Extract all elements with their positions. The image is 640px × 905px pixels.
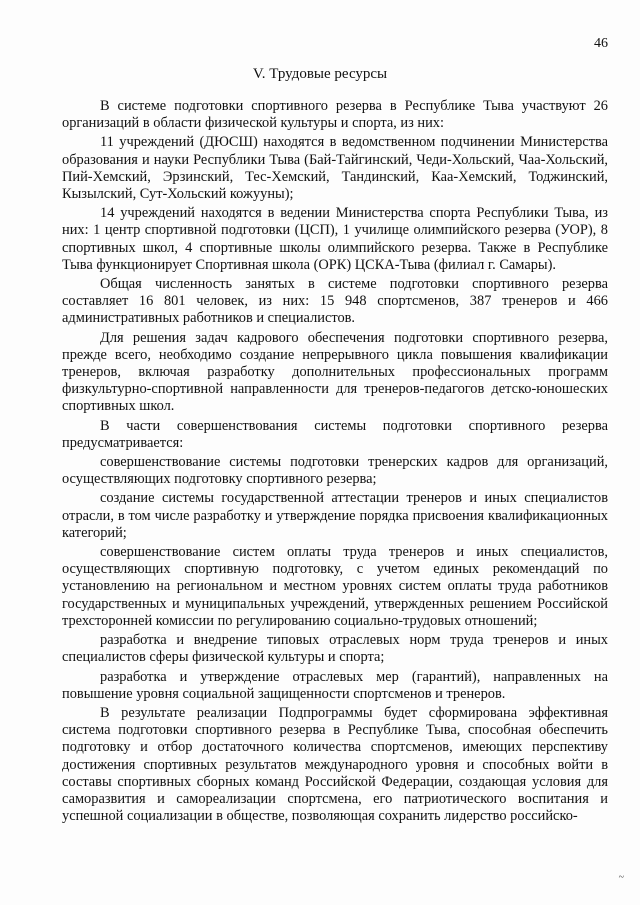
paragraph: В результате реализации Подпрограммы будет сформирована эффективная система подготовки спортивного резерва в Республике Тыва, способная обеспечить подготовку и отбор достаточного количества спортсменов, имеющих перспективу достижения спортивных результатов международного уровня и способных войти в составы спортивных сборных команд Российской Федерации, создающая условия для саморазвития и самореализации спортсмена, его патриотического воспитания и успешной социализации в обществе, позволяющая сохранить лидерство российско-: [62, 704, 608, 825]
paragraph: разработка и внедрение типовых отраслевых норм труда тренеров и иных специалистов сферы физической культуры и спорта;: [62, 632, 608, 666]
body-text: [62, 98, 608, 825]
paragraph: совершенствование систем оплаты труда тренеров и иных специалистов, осуществляющих спортивную подготовку, с учетом единых рекомендаций по установлению на региональном и местном уровнях систем оплаты труда работников государственных и муниципальных учреждений, утвержденных решением Российской трехсторонней комиссии по регулированию социально-трудовых отношений;: [62, 544, 608, 629]
paragraph: совершенствование системы подготовки тренерских кадров для организаций, осуществляющих подготовку спортивного резерва;: [62, 454, 608, 488]
page-number: 46: [594, 36, 608, 51]
section-title: V. Трудовые ресурсы: [252, 66, 388, 82]
paragraph: Общая численность занятых в системе подготовки спортивного резерва составляет 16 801 человек, из них: 15 948 спортсменов, 387 тренеров и 466 административных работников и специалистов.: [62, 276, 608, 327]
paragraph: В системе подготовки спортивного резерва в Республике Тыва участвуют 26 организаций в области физической культуры и спорта, из них:: [62, 98, 608, 132]
paragraph: разработка и утверждение отраслевых мер (гарантий), направленных на повышение уровня социальной защищенности спортсменов и тренеров.: [62, 668, 608, 702]
paragraph: Для решения задач кадрового обеспечения подготовки спортивного резерва, прежде всего, необходимо создание непрерывного цикла повышения квалификации тренеров, включая разработку дополнительных профессиональных программ физкультурно-спортивной направленности для тренеров-педагогов детско-юношеских спортивных школ.: [62, 329, 608, 415]
paragraph: В части совершенствования системы подготовки спортивного резерва предусматривается:: [62, 417, 608, 451]
scan-corner-mark: ~: [618, 872, 624, 883]
paragraph: 11 учреждений (ДЮСШ) находятся в ведомственном подчинении Министерства образования и науки Республики Тыва (Бай-Тайгинский, Чеди-Хольский, Чаа-Хольский, Пий-Хемский, Эрзинский, Тес-Хемский, Тандинский, Каа-Хемский, Тоджинский, Кызылский, Сут-Хольский кожууны);: [62, 134, 608, 203]
paragraph: 14 учреждений находятся в ведении Министерства спорта Республики Тыва, из них: 1 центр спортивной подготовки (ЦСП), 1 училище олимпийского резерва (УОР), 8 спортивных школ, 4 спортивные школы олимпийского резерва. Также в Республике Тыва функционирует Спортивная школа (ОРК) ЦСКА-Тыва (филиал г. Самары).: [62, 205, 608, 273]
paragraph: создание системы государственной аттестации тренеров и иных специалистов отрасли, в том числе разработку и утверждение порядка присвоения квалификационных категорий;: [62, 490, 608, 541]
